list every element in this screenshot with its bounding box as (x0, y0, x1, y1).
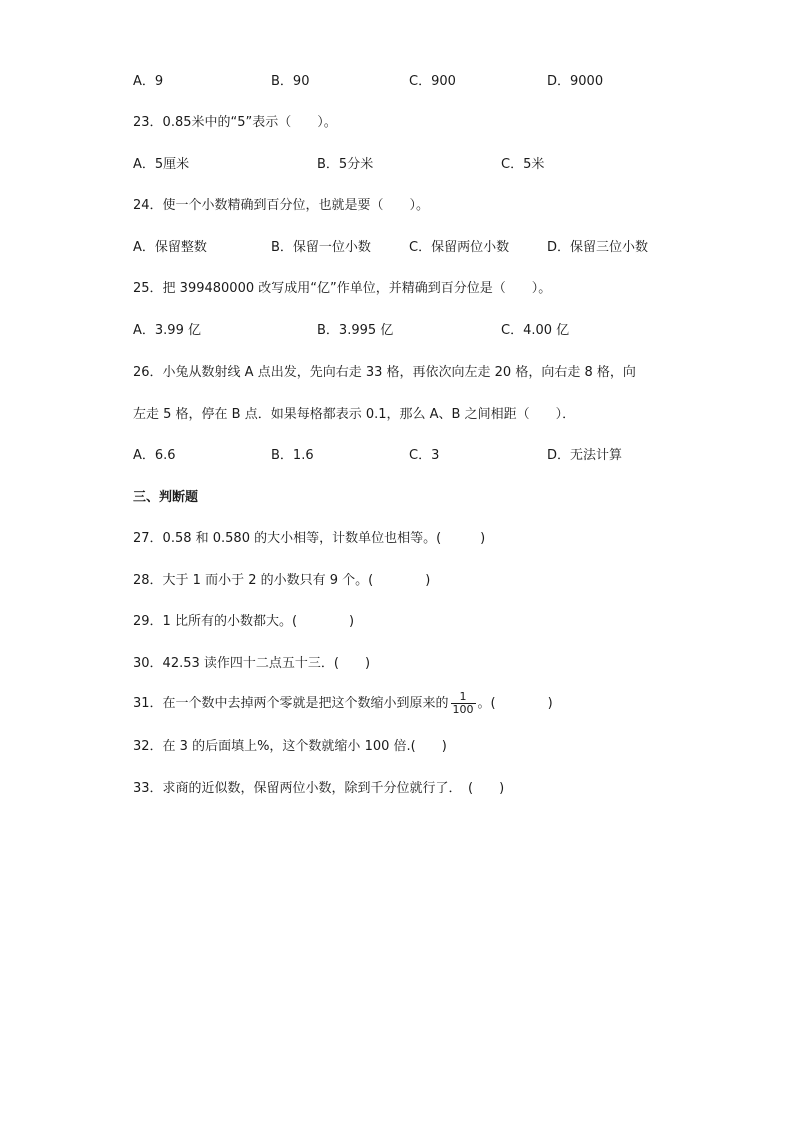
q24-option-d: D．保留三位小数 (547, 240, 649, 255)
q26-option-c: C．3 (409, 448, 440, 463)
q31-fraction-denominator: 100 (452, 703, 474, 716)
q26-question-line1: 26．小兔从数射线 A 点出发，先向右走 33 格，再依次向左走 20 格，向右走 8 格，向 (133, 365, 636, 380)
q22-option-c: C．900 (409, 74, 456, 89)
q31-text-before: 31．在一个数中去掉两个零就是把这个数缩小到原来的 (133, 696, 449, 711)
q25-option-b: B．3.995 亿 (317, 323, 394, 338)
q33-question: 33．求商的近似数，保留两位小数，除到千分位就行了． ( ) (133, 781, 505, 796)
q31-text-after: 。( ) (477, 696, 553, 711)
q22-option-b: B．90 (271, 74, 310, 89)
q31-fraction (451, 691, 476, 716)
q26-option-a: A．6.6 (133, 448, 176, 463)
q23-question: 23．0.85米中的“5”表示（ ）。 (133, 115, 337, 130)
q27-question: 27．0.58 和 0.580 的大小相等，计数单位也相等。( ) (133, 531, 486, 546)
section-title-judgement: 三、判断题 (133, 490, 199, 505)
q23-option-b: B．5分米 (317, 157, 374, 172)
q26-option-d: D．无法计算 (547, 448, 623, 463)
q30-question: 30．42.53 读作四十二点五十三．( ) (133, 656, 371, 671)
q24-option-c: C．保留两位小数 (409, 240, 510, 255)
q24-option-b: B．保留一位小数 (271, 240, 371, 255)
q24-option-a: A．保留整数 (133, 240, 207, 255)
q22-option-a: A．9 (133, 74, 164, 89)
q31-question (133, 689, 553, 719)
q28-question: 28．大于 1 而小于 2 的小数只有 9 个。( ) (133, 573, 431, 588)
q26-option-b: B．1.6 (271, 448, 314, 463)
q23-option-c: C．5米 (501, 157, 545, 172)
q29-question: 29．1 比所有的小数都大。( ) (133, 614, 355, 629)
q25-option-a: A．3.99 亿 (133, 323, 201, 338)
q25-question: 25．把 399480000 改写成用“亿”作单位，并精确到百分位是（ ）。 (133, 281, 552, 296)
q26-question-line2: 左走 5 格，停在 B 点．如果每格都表示 0.1，那么 A、B 之间相距（ ）． (133, 407, 576, 422)
q24-question: 24．使一个小数精确到百分位，也就是要（ ）。 (133, 198, 430, 213)
q32-question: 32．在 3 的后面填上%，这个数就缩小 100 倍.( ) (133, 739, 447, 754)
q25-option-c: C．4.00 亿 (501, 323, 570, 338)
q31-fraction-numerator: 1 (459, 690, 467, 703)
q23-option-a: A．5厘米 (133, 157, 190, 172)
q22-option-d: D．9000 (547, 74, 604, 89)
